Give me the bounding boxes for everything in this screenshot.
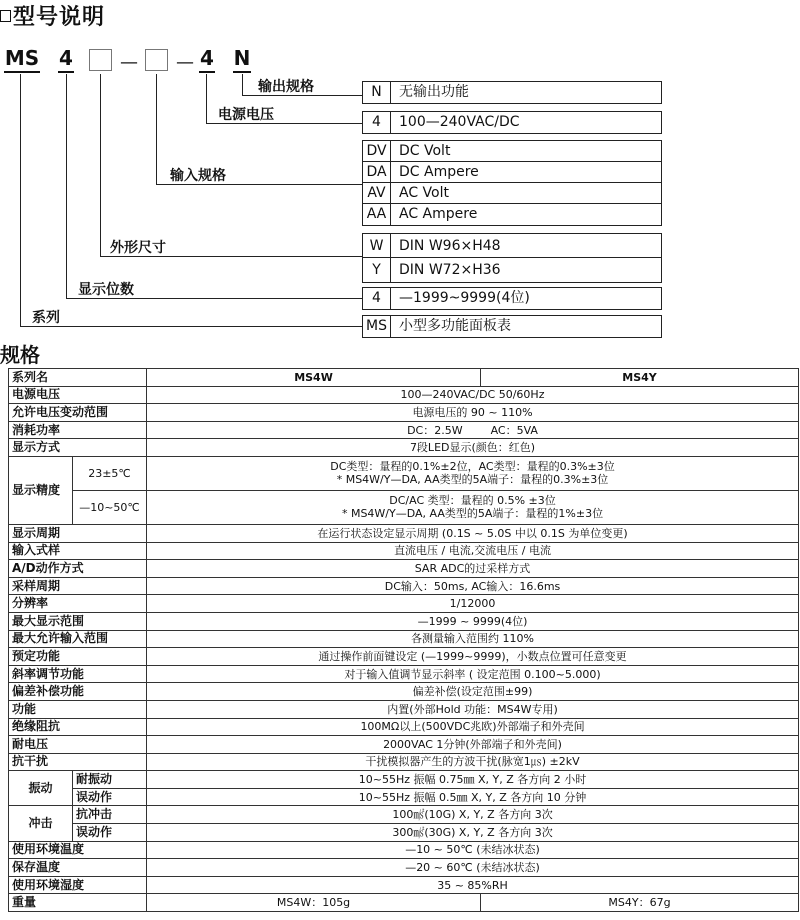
- option-code: MS: [363, 316, 391, 337]
- option-text: —1999~9999(4位): [399, 290, 530, 306]
- table-row: [9, 612, 799, 630]
- row-key-shock: 冲击: [9, 806, 73, 841]
- label-output: 输出规格: [258, 79, 314, 95]
- table-row: [9, 577, 799, 595]
- table-row: [9, 369, 799, 387]
- row-key: 最大显示范围: [9, 612, 147, 630]
- row-key: 使用环境温度: [9, 841, 147, 859]
- option-row: [363, 204, 661, 225]
- row-value: 7段LED显示(颜色：红色): [147, 439, 799, 457]
- code-power: 4: [199, 47, 215, 73]
- row-value: 干扰模拟器产生的方波干扰(脉宽1㎲) ±2kV: [147, 753, 799, 771]
- accuracy-line-4: * MS4W/Y—DA, AA类型的5A端子：量程的1%±3位: [341, 507, 604, 521]
- option-row: [363, 258, 661, 282]
- table-row: [9, 824, 799, 842]
- connector-digits-v: [66, 74, 67, 299]
- row-key: 功能: [9, 700, 147, 718]
- accuracy-line-3: DC/AC 类型：量程的 0.5% ±3位: [389, 494, 556, 508]
- row-key: 分辨率: [9, 595, 147, 613]
- table-row: [9, 648, 799, 666]
- header-ms4w: MS4W: [147, 369, 481, 387]
- accuracy-line-1: DC类型：量程的0.1%±2位，AC类型：量程的0.3%±3位: [330, 460, 615, 474]
- code-digits: 4: [58, 47, 74, 73]
- code-input-box: [145, 49, 168, 71]
- row-key: 使用环境湿度: [9, 876, 147, 894]
- option-code: DV: [363, 141, 391, 161]
- table-row: [9, 771, 799, 789]
- row-value: 通过操作前面键设定 (—1999~9999)，小数点位置可任意变更: [147, 648, 799, 666]
- option-code: AA: [363, 204, 391, 225]
- table-row: [9, 806, 799, 824]
- connector-input-v: [156, 74, 157, 185]
- table-row: [9, 524, 799, 542]
- row-value: 1/12000: [147, 595, 799, 613]
- code-shape-box: [89, 49, 112, 71]
- vibration-value-1: 10~55Hz 振幅 0.75㎜ X, Y, Z 各方向 2 小时: [147, 771, 799, 789]
- table-row: [9, 841, 799, 859]
- row-key: 采样周期: [9, 577, 147, 595]
- option-text: AC Ampere: [399, 206, 478, 222]
- table-row: [9, 595, 799, 613]
- row-value: —20 ~ 60℃ (未结冰状态): [147, 859, 799, 877]
- row-value: 100—240VAC/DC 50/60Hz: [147, 386, 799, 404]
- option-box-series: [362, 315, 662, 338]
- row-value: 直流电压 / 电流,交流电压 / 电流: [147, 542, 799, 560]
- option-box-shape: [362, 233, 662, 283]
- row-value: 2000VAC 1分钟(外部端子和外壳间): [147, 736, 799, 754]
- option-text: DC Ampere: [399, 164, 479, 180]
- row-value: 100MΩ以上(500VDC兆欧)外部端子和外壳间: [147, 718, 799, 736]
- option-box-input: [362, 140, 662, 226]
- table-row: [9, 876, 799, 894]
- table-row: [9, 456, 799, 490]
- option-code: Y: [363, 258, 391, 282]
- row-key: 耐电压: [9, 736, 147, 754]
- row-key: 消耗功率: [9, 421, 147, 439]
- row-value: SAR ADC的过采样方式: [147, 560, 799, 578]
- option-row: [363, 141, 661, 162]
- option-row: [363, 234, 661, 258]
- row-key: 电源电压: [9, 386, 147, 404]
- vibration-value-2: 10~55Hz 振幅 0.5㎜ X, Y, Z 各方向 10 分钟: [147, 788, 799, 806]
- table-row: [9, 560, 799, 578]
- option-text: AC Volt: [399, 185, 449, 201]
- row-key: 最大允许输入范围: [9, 630, 147, 648]
- table-row: [9, 753, 799, 771]
- option-row: [363, 162, 661, 183]
- row-value: DC：2.5W AC：5VA: [147, 421, 799, 439]
- row-key: 允许电压变动范围: [9, 404, 147, 422]
- row-value: —10 ~ 50℃ (未结冰状态): [147, 841, 799, 859]
- option-text: 小型多功能面板表: [399, 318, 511, 334]
- table-row: [9, 894, 799, 912]
- option-box-digits: [362, 287, 662, 310]
- code-dash-2: —: [176, 52, 194, 73]
- model-section-title: [0, 0, 105, 31]
- option-row: [363, 112, 661, 133]
- row-key: 绝缘阻抗: [9, 718, 147, 736]
- row-key: 保存温度: [9, 859, 147, 877]
- model-title-text: 型号说明: [13, 5, 106, 30]
- table-row: [9, 859, 799, 877]
- spec-table: [8, 368, 799, 912]
- vibration-sub-1: 耐振动: [73, 771, 147, 789]
- row-key: 抗干扰: [9, 753, 147, 771]
- connector-series-h: [20, 326, 362, 327]
- shock-sub-1: 抗冲击: [73, 806, 147, 824]
- table-row: [9, 490, 799, 524]
- weight-ms4w: MS4W：105g: [147, 894, 481, 912]
- accuracy-temp-1: 23±5℃: [73, 456, 147, 490]
- accuracy-line-2: * MS4W/Y—DA, AA类型的5A端子：量程的0.3%±3位: [336, 473, 609, 487]
- row-value: 电源电压的 90 ~ 110%: [147, 404, 799, 422]
- row-key: 预定功能: [9, 648, 147, 666]
- table-row: [9, 542, 799, 560]
- option-box-output: [362, 81, 662, 104]
- row-key: 重量: [9, 894, 147, 912]
- row-value: —1999 ~ 9999(4位): [147, 612, 799, 630]
- table-row: [9, 421, 799, 439]
- table-row: [9, 439, 799, 457]
- label-digits: 显示位数: [78, 282, 134, 298]
- accuracy-value-1: [147, 456, 799, 490]
- row-key: 偏差补偿功能: [9, 683, 147, 701]
- row-value: DC输入：50ms, AC输入：16.6ms: [147, 577, 799, 595]
- header-ms4y: MS4Y: [481, 369, 799, 387]
- shock-sub-2: 误动作: [73, 824, 147, 842]
- row-key: A/D动作方式: [9, 560, 147, 578]
- row-key: 显示方式: [9, 439, 147, 457]
- table-row: [9, 683, 799, 701]
- row-value: 对于输入值调节显示斜率 ( 设定范围 0.100~5.000): [147, 665, 799, 683]
- option-text: 无输出功能: [399, 84, 469, 100]
- option-row: [363, 316, 661, 337]
- connector-output-v: [242, 74, 243, 96]
- option-code: DA: [363, 162, 391, 182]
- spec-section-title: 规格: [0, 343, 40, 367]
- checkbox-square-icon: [0, 10, 11, 22]
- label-input: 输入规格: [170, 168, 226, 184]
- option-row: [363, 82, 661, 103]
- option-text: DC Volt: [399, 143, 451, 159]
- table-row: [9, 386, 799, 404]
- code-output: N: [233, 47, 251, 73]
- table-row: [9, 788, 799, 806]
- label-shape: 外形尺寸: [110, 240, 166, 256]
- row-value: 内置(外部Hold 功能：MS4W专用): [147, 700, 799, 718]
- option-text: 100—240VAC/DC: [399, 114, 520, 130]
- row-value: 35 ~ 85%RH: [147, 876, 799, 894]
- connector-series-v: [20, 74, 21, 327]
- option-code: W: [363, 234, 391, 257]
- header-label: 系列名: [9, 369, 147, 387]
- connector-power-v: [206, 74, 207, 124]
- row-key: 输入式样: [9, 542, 147, 560]
- accuracy-temp-2: —10~50℃: [73, 490, 147, 524]
- option-row: [363, 288, 661, 309]
- code-series: MS: [4, 47, 40, 73]
- option-code: 4: [363, 112, 391, 133]
- label-series: 系列: [32, 310, 60, 326]
- weight-ms4y: MS4Y：67g: [481, 894, 799, 912]
- shock-value-1: 100㎨(10G) X, Y, Z 各方向 3次: [147, 806, 799, 824]
- option-code: AV: [363, 183, 391, 203]
- option-text: DIN W72×H36: [399, 262, 501, 278]
- table-row: [9, 718, 799, 736]
- option-code: N: [363, 82, 391, 103]
- table-row: [9, 665, 799, 683]
- table-row: [9, 700, 799, 718]
- shock-value-2: 300㎨(30G) X, Y, Z 各方向 3次: [147, 824, 799, 842]
- table-row: [9, 736, 799, 754]
- option-code: 4: [363, 288, 391, 309]
- row-value: 在运行状态设定显示周期 (0.1S ~ 5.0S 中以 0.1S 为单位变更): [147, 524, 799, 542]
- accuracy-value-2: [147, 490, 799, 524]
- table-row: [9, 630, 799, 648]
- code-dash-1: —: [120, 52, 138, 73]
- row-value: 各测量输入范围约 110%: [147, 630, 799, 648]
- row-key: 斜率调节功能: [9, 665, 147, 683]
- row-key-vibration: 振动: [9, 771, 73, 806]
- option-row: [363, 183, 661, 204]
- vibration-sub-2: 误动作: [73, 788, 147, 806]
- table-row: [9, 404, 799, 422]
- option-text: DIN W96×H48: [399, 238, 501, 254]
- row-key-accuracy: 显示精度: [9, 456, 73, 524]
- row-key: 显示周期: [9, 524, 147, 542]
- label-power: 电源电压: [218, 107, 274, 123]
- connector-shape-v: [100, 74, 101, 257]
- option-box-power: [362, 111, 662, 134]
- row-value: 偏差补偿(设定范围±99): [147, 683, 799, 701]
